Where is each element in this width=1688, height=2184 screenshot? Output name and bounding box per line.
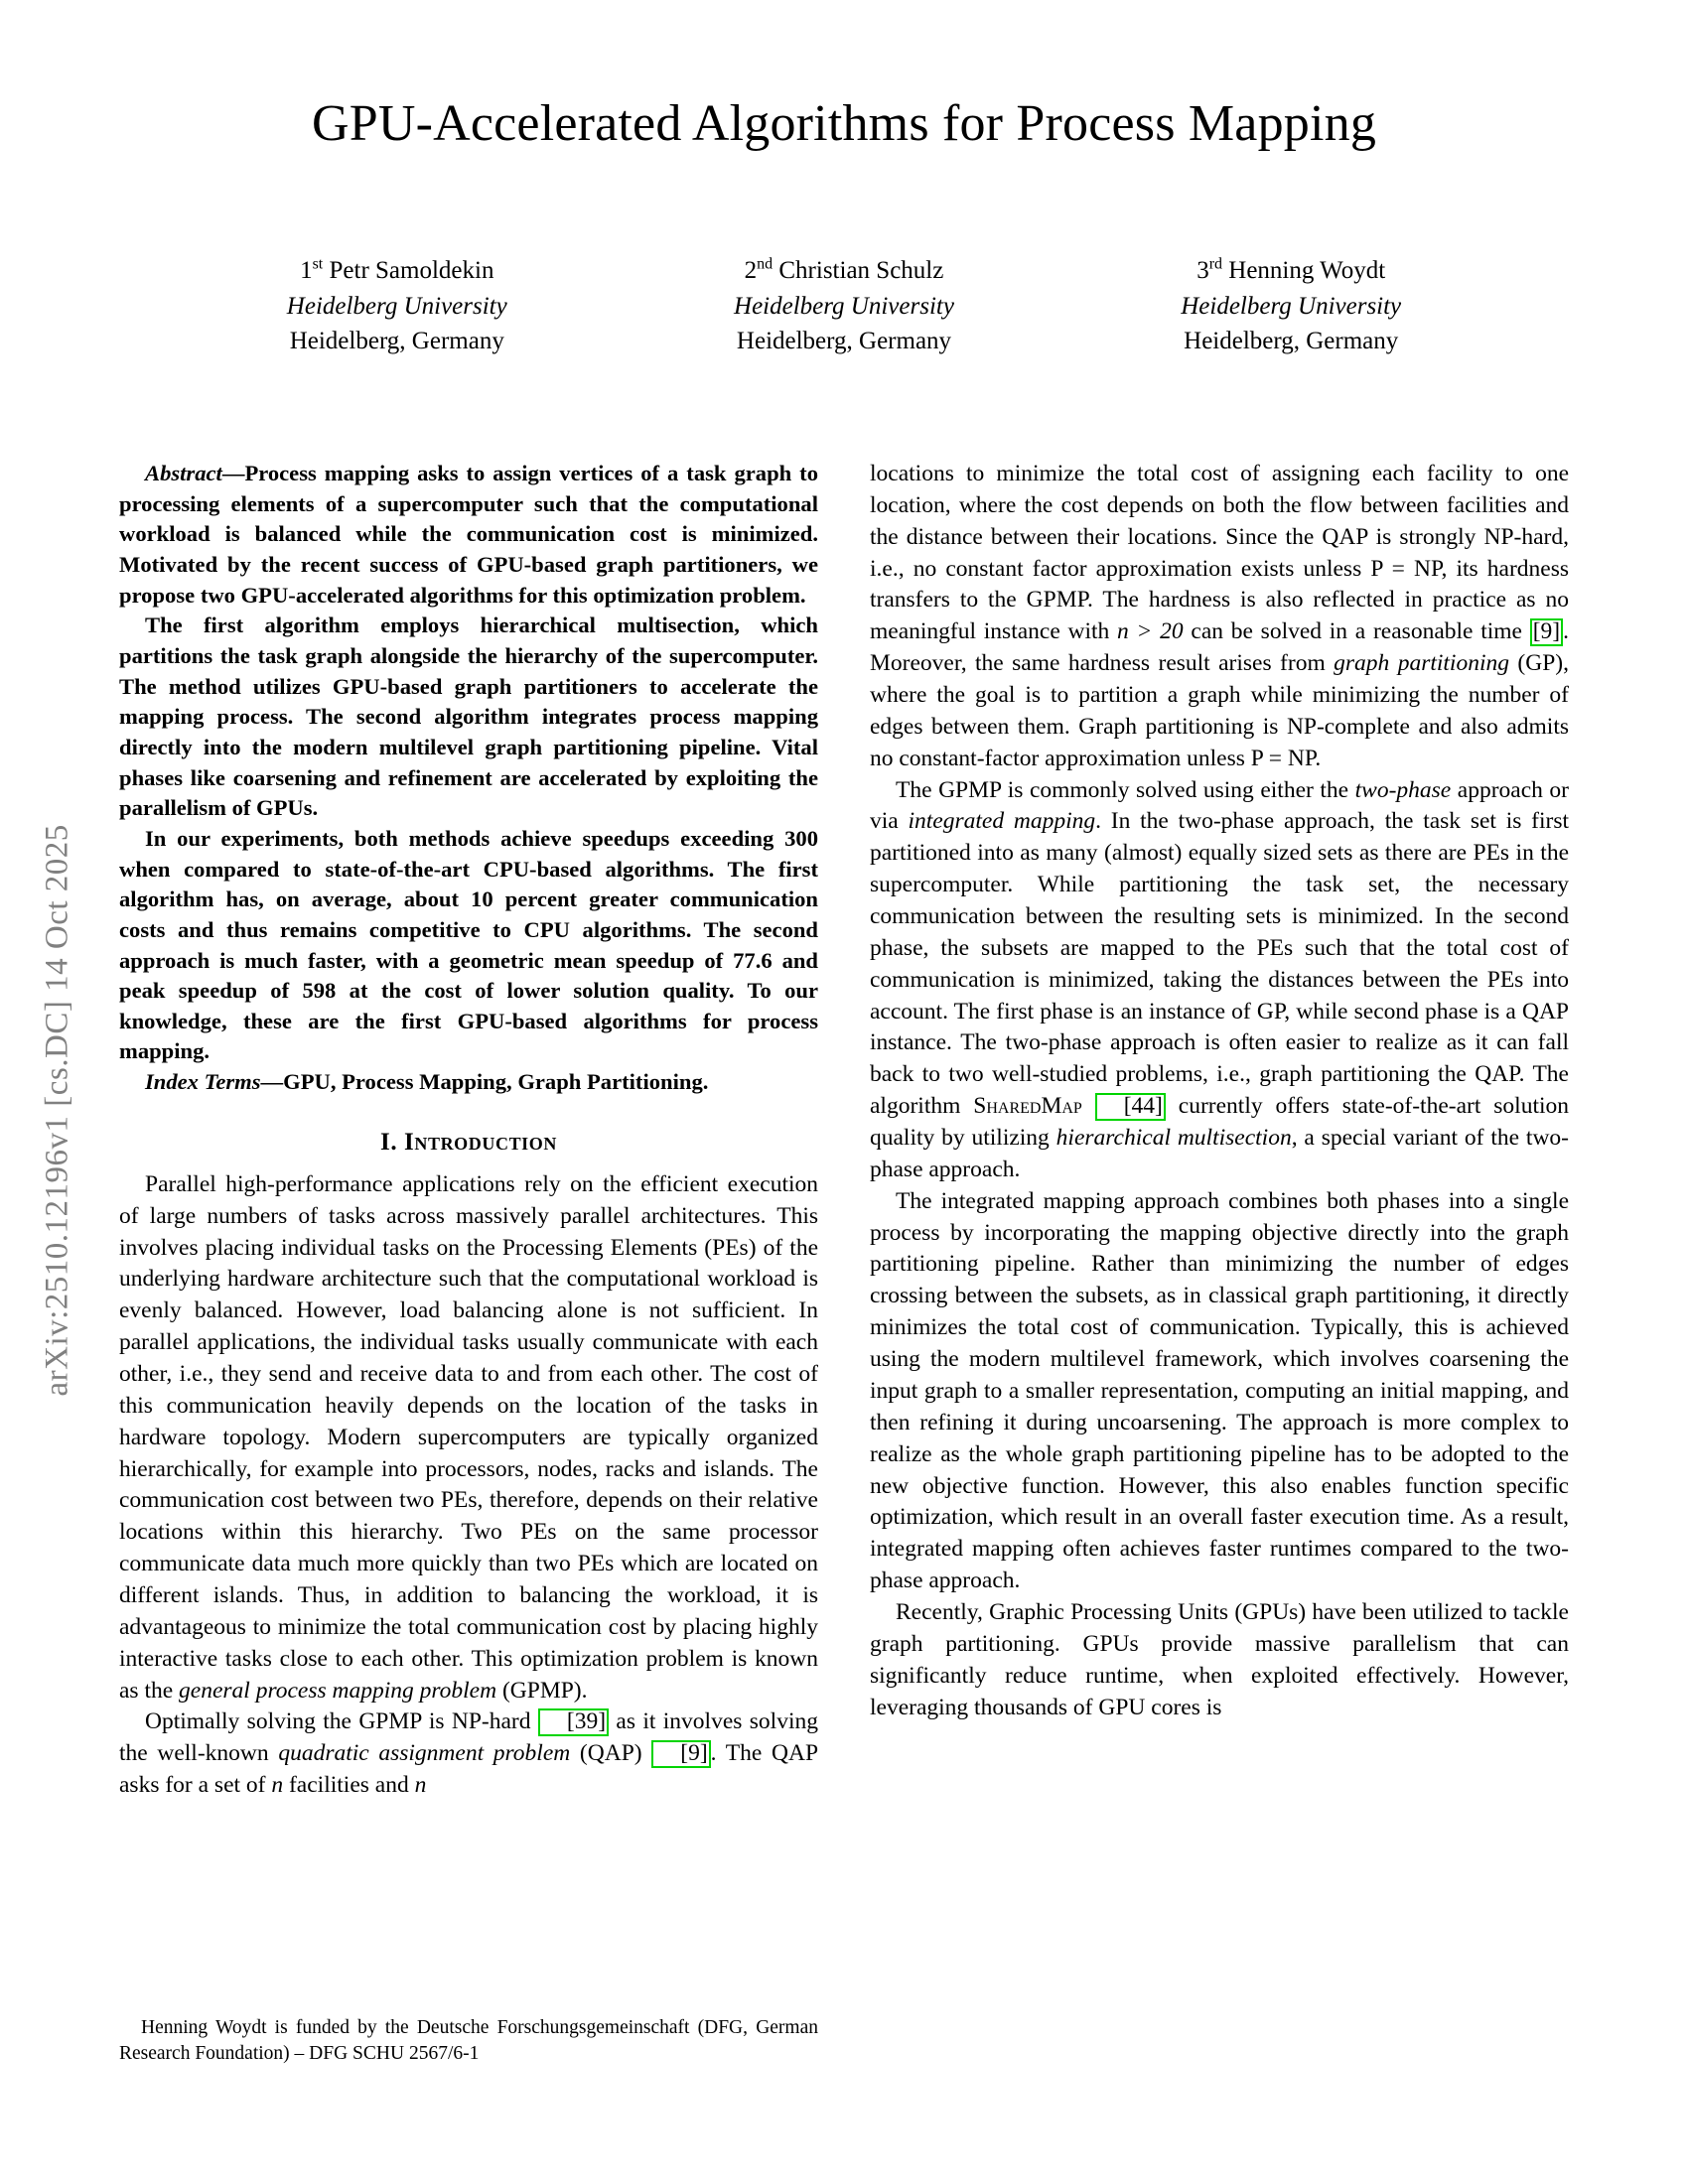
author-ordinal: 3 <box>1196 257 1209 284</box>
footnote-block <box>119 1984 818 2067</box>
intro-p2-text-b: as it involves solving the well-known <box>119 1708 818 1767</box>
citation-number: 44 <box>1131 1093 1156 1120</box>
author-ordinal-suffix: nd <box>757 255 774 273</box>
abstract-paragraph-3: In our experiments, both methods achieve speedups exceeding 300 when compared to state-of-the-art CPU-based algorithms. The first algorithm has, on average, about 10 percent greater communication costs and thus remains competitive to CPU algorithms. The second approach is much faster, with a geometric mean speedup of 77.6 and peak speedup of 598 at the cost of lower solution quality. To our knowledge, these are the first GPU-based algorithms for process mapping. <box>119 825 818 1064</box>
right-p2-text-c: . In the two-phase approach, the task set is first partitioned into as many (almost) equally sized sets as there are PEs in the supercomputer. While partitioning the task set, the necessary communication between the resulting sets is minimized. In the second phase, the subsets are mapped to the PEs such that the total cost of communication is minimized, taking the distances between the PEs into account. The first phase is an instance of GP, while second phase is a QAP instance. The two-phase approach is often easier to realize as it can fall back to two well-studied problems, i.e., graph partitioning the QAP. The algorithm <box>870 808 1569 1120</box>
math-variable-n: n <box>414 1772 427 1799</box>
author-ordinal: 2 <box>744 257 758 284</box>
right-p2-emphasis-integrated: integrated mapping <box>908 808 1096 835</box>
right-p2-text-e: currently offers state-of-the-art solution quality by utilizing <box>870 1093 1570 1152</box>
intro-p2-emphasis: quadratic assignment problem <box>278 1740 571 1767</box>
citation-link-9[interactable]: [9] <box>1530 618 1563 646</box>
author-location: Heidelberg, Germany <box>736 328 952 354</box>
author-location: Heidelberg, Germany <box>1184 328 1399 354</box>
author-affiliation: Heidelberg University <box>1181 292 1402 320</box>
right-p2-text-f: , a special variant of the two-phase approach. <box>870 1125 1570 1182</box>
author-fullname: Henning Woydt <box>1228 257 1386 284</box>
author-entry <box>174 253 621 359</box>
section-title: Introduction <box>404 1128 557 1156</box>
right-p2-text-a: The GPMP is commonly solved using either the <box>896 776 1355 803</box>
intro-p1-emphasis: general process mapping problem <box>179 1677 497 1704</box>
math-variable-n: n <box>271 1772 284 1799</box>
author-name <box>174 253 621 289</box>
abstract-label: Abstract <box>145 461 222 485</box>
author-fullname: Christian Schulz <box>778 257 944 284</box>
index-terms-paragraph <box>119 1067 818 1098</box>
citation-number: 9 <box>1540 618 1553 645</box>
abstract-paragraph-1 <box>119 459 818 611</box>
right-p1-text-a: locations to minimize the total cost of assigning each facility to one location, where the cost depends on both the flow between facilities and the distance between their locations. Since the QAP is strongly NP-hard, i.e., no constant factor approximation exists unless P = NP, its hardness transfers to the GPMP. The hardness is also reflected in practice as no meaningful instance with <box>870 461 1569 645</box>
section-heading-introduction <box>119 1129 818 1157</box>
right-column <box>870 459 1569 2067</box>
right-p2-emphasis-multisection: hierarchical multisection <box>1055 1125 1292 1152</box>
author-ordinal-suffix: st <box>312 255 324 273</box>
index-terms-label: Index Terms <box>145 1069 261 1095</box>
abstract-text-1: Process mapping asks to assign vertices of a task graph to processing elements of a supercomputer such that the computational workload is balanced while the communication cost is minimized. Motivated by the recent success of GPU-based graph partitioners, we propose two GPU-accelerated algorithms for this optimization problem. <box>119 461 818 608</box>
author-list <box>174 253 1514 359</box>
left-column <box>119 459 818 2067</box>
citation-link-44[interactable]: [44] <box>1095 1093 1166 1121</box>
citation-link-39[interactable]: [39] <box>538 1708 609 1736</box>
right-p1-text-c: . Moreover, the same hardness result arises from <box>870 618 1569 677</box>
right-p2-text-b: approach or via <box>870 776 1569 835</box>
right-p2-space <box>1082 1093 1095 1119</box>
intro-paragraph-1 <box>119 1169 818 1707</box>
author-name <box>621 253 1067 289</box>
arxiv-stamp: arXiv:2510.12196v1 [cs.DC] 14 Oct 2025 <box>39 824 75 1397</box>
body-columns <box>119 459 1569 2067</box>
index-terms-text: GPU, Process Mapping, Graph Partitioning. <box>283 1069 709 1095</box>
abstract-dash: — <box>221 461 245 485</box>
intro-p2-text-e: facilities and <box>283 1772 415 1799</box>
author-affiliation: Heidelberg University <box>286 292 507 320</box>
intro-p2-text-c: (QAP) <box>570 1740 652 1767</box>
right-p1-text-d: (GP), where the goal is to partition a graph while minimizing the number of edges between them. Graph partitioning is NP-complete and also admits no constant-factor approximation unless P = NP. <box>870 650 1569 771</box>
author-fullname: Petr Samoldekin <box>329 257 494 284</box>
author-ordinal: 1 <box>300 257 313 284</box>
footnote-rule <box>119 2004 407 2005</box>
citation-number: 39 <box>574 1708 599 1735</box>
algorithm-name-sharedmap: SharedMap <box>973 1093 1082 1120</box>
index-terms-dash: — <box>260 1069 284 1095</box>
footnote-text: Henning Woydt is funded by the Deutsche Forschungsgemeinschaft (DFG, German Research Foundation) – DFG SCHU 2567/6-1 <box>119 2017 818 2065</box>
author-affiliation: Heidelberg University <box>734 292 954 320</box>
right-paragraph-1 <box>870 459 1569 775</box>
intro-p1-text-b: (GPMP). <box>496 1677 588 1704</box>
intro-p1-text-a: Parallel high-performance applications rely on the efficient execution of large numbers of tasks across massively parallel architectures. This involves placing individual tasks on the Processing Elements (PEs) of the underlying hardware architecture such that the computational workload is evenly balanced. However, load balancing alone is not sufficient. In parallel applications, the individual tasks usually communicate with each other, i.e., they send and receive data to and from each other. The cost of this communication heavily depends on the location of the tasks in hardware topology. Modern supercomputers are typically organized hierarchically, for example into processors, nodes, racks and islands. The communication cost between two PEs, therefore, depends on their relative locations within this hierarchy. Two PEs on the same processor communicate data much more quickly than two PEs which are located on different islands. Thus, in addition to balancing the workload, it is advantageous to minimize the total communication cost by placing highly interactive tasks close to each other. This optimization problem is known as the <box>119 1170 818 1704</box>
right-p1-emphasis: graph partitioning <box>1334 650 1509 677</box>
right-p2-emphasis-twophase: two-phase <box>1354 776 1452 803</box>
intro-p2-text-d: . The QAP asks for a set of <box>119 1740 819 1799</box>
right-paragraph-2 <box>870 775 1569 1186</box>
author-entry <box>1067 253 1514 359</box>
right-paragraph-3: The integrated mapping approach combines both phases into a single process by incorporating the mapping objective directly into the graph partitioning pipeline. Rather than minimizing the number of edges crossing between the subsets, as in classical graph partitioning, it directly minimizes the total cost of communication. Typically, this is achieved using the modern multilevel framework, which involves coarsening the input graph to a smaller representation, computing an initial mapping, and then refining it during uncoarsening. The approach is more complex to realize as the whole graph partitioning pipeline has to be adopted to the new objective function. However, this also enables function specific optimization, which result in an overall faster execution time. As a result, integrated mapping often achieves faster runtimes compared to the two-phase approach. <box>870 1187 1569 1594</box>
right-p1-text-b: can be solved in a reasonable time <box>1183 618 1530 645</box>
intro-paragraph-2 <box>119 1706 818 1802</box>
abstract-paragraph-2: The first algorithm employs hierarchical multisection, which partitions the task graph alongside the hierarchy of the supercomputer. The method utilizes GPU-based graph partitioners to accelerate the mapping process. The second algorithm integrates process mapping directly into the modern multilevel graph partitioning pipeline. Vital phases like coarsening and refinement are accelerated by exploiting the parallelism of GPUs. <box>119 613 818 821</box>
math-expression-n-gt-20: n > 20 <box>1117 618 1184 645</box>
right-paragraph-4: Recently, Graphic Processing Units (GPUs) have been utilized to tackle graph partitioning. GPUs provide massive parallelism that can significantly reduce runtime, when exploited effectively. However, leveraging thousands of GPU cores is <box>870 1598 1569 1720</box>
section-number: I. <box>380 1128 398 1156</box>
author-location: Heidelberg, Germany <box>289 328 504 354</box>
author-name <box>1067 253 1514 289</box>
author-entry <box>621 253 1067 359</box>
author-ordinal-suffix: rd <box>1208 255 1223 273</box>
title-block <box>119 95 1569 153</box>
intro-p2-text-a: Optimally solving the GPMP is NP-hard <box>145 1708 538 1735</box>
citation-number: 9 <box>688 1740 700 1767</box>
citation-link-9[interactable]: [9] <box>651 1740 710 1768</box>
page-title: GPU-Accelerated Algorithms for Process Mapping <box>311 95 1377 152</box>
